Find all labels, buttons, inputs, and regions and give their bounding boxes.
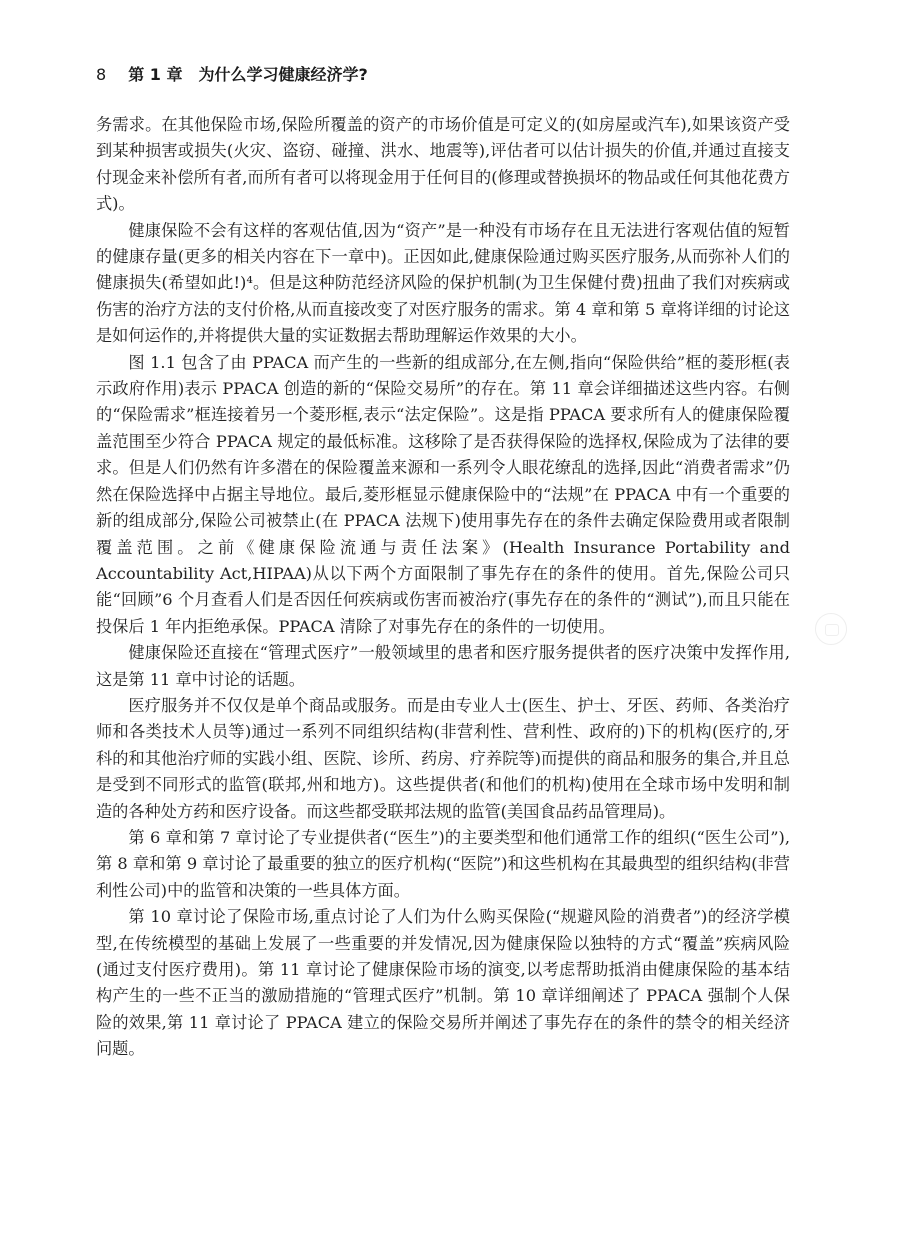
paragraph: 图 1.1 包含了由 PPACA 而产生的一些新的组成部分,在左侧,指向“保险供给”框的菱形框(表示政府作用)表示 PPACA 创造的新的“保险交易所”的存在。第 11 章会详细描述这些内容。右侧的“保险需求”框连接着另一个菱形框,表示“法定保险”。这是指 PPACA 要求所有人的健康保险覆盖范围至少符合 PPACA 规定的最低标准。这移除了是否获得保险的选择权,保险成为了法律的要求。但是人们仍然有许多潜在的保险覆盖来源和一系列令人眼花缭乱的选择,因此“消费者需求”仍然在保险选择中占据主导地位。最后,菱形框显示健康保险中的“法规”在 PPACA 中有一个重要的新的组成部分,保险公司被禁止(在 PPACA 法规下)使用事先存在的条件去确定保险费用或者限制覆盖范围。之前《健康保险流通与责任法案》(Health Insurance Portability and Accountability Act,HIPAA)从以下两个方面限制了事先存在的条件的使用。首先,保险公司只能“回顾”6 个月查看人们是否因任何疾病或伤害而被治疗(事先存在的条件的“测试”),而且只能在投保后 1 年内拒绝承保。PPACA 清除了对事先存在的条件的一切使用。 bbox=[96, 352, 790, 636]
chapter-title: 为什么学习健康经济学? bbox=[198, 65, 368, 84]
watermark-stamp-icon bbox=[815, 613, 847, 645]
running-header bbox=[96, 62, 368, 85]
paragraph-continued: 务需求。在其他保险市场,保险所覆盖的资产的市场价值是可定义的(如房屋或汽车),如果该资产受到某种损害或损失(火灾、盗窃、碰撞、洪水、地震等),评估者可以估计损失的价值,并通过直接支付现金来补偿所有者,而所有者可以将现金用于任何目的(修理或替换损坏的物品或任何其他花费方式)。 bbox=[96, 115, 790, 214]
paragraph: 健康保险不会有这样的客观估值,因为“资产”是一种没有市场存在且无法进行客观估值的短暂的健康存量(更多的相关内容在下一章中)。正因如此,健康保险通过购买医疗服务,从而弥补人们的健康损失(希望如此!)⁴。但是这种防范经济风险的保护机制(为卫生保健付费)扭曲了我们对疾病或伤害的治疗方法的支付价格,从而直接改变了对医疗服务的需求。第 4 章和第 5 章将详细的讨论这是如何运作的,并将提供大量的实证数据去帮助理解运作效果的大小。 bbox=[96, 220, 790, 346]
body-text bbox=[96, 112, 790, 1063]
paragraph: 医疗服务并不仅仅是单个商品或服务。而是由专业人士(医生、护士、牙医、药师、各类治疗师和各类技术人员等)通过一系列不同组织结构(非营利性、营利性、政府的)下的机构(医疗的,牙科的和其他治疗师的实践小组、医院、诊所、药房、疗养院等)而提供的商品和服务的集合,并且总是受到不同形式的监管(联邦,州和地方)。这些提供者(和他们的机构)使用在全球市场中发明和制造的各种处方药和医疗设备。而这些都受联邦法规的监管(美国食品药品管理局)。 bbox=[96, 695, 790, 821]
paragraph: 第 6 章和第 7 章讨论了专业提供者(“医生”)的主要类型和他们通常工作的组织(“医生公司”),第 8 章和第 9 章讨论了最重要的独立的医疗机构(“医院”)和这些机构在其最典型的组织结构(非营利性公司)中的监管和决策的一些具体方面。 bbox=[96, 827, 790, 900]
page-number: 8 bbox=[96, 65, 107, 84]
paragraph: 第 10 章讨论了保险市场,重点讨论了人们为什么购买保险(“规避风险的消费者”)的经济学模型,在传统模型的基础上发展了一些重要的并发情况,因为健康保险以独特的方式“覆盖”疾病风险(通过支付医疗费用)。第 11 章讨论了健康保险市场的演变,以考虑帮助抵消由健康保险的基本结构产生的一些不正当的激励措施的“管理式医疗”机制。第 10 章详细阐述了 PPACA 强制个人保险的效果,第 11 章讨论了 PPACA 建立的保险交易所并阐述了事先存在的条件的禁令的相关经济问题。 bbox=[96, 907, 790, 1059]
paragraph: 健康保险还直接在“管理式医疗”一般领域里的患者和医疗服务提供者的医疗决策中发挥作用,这是第 11 章中讨论的话题。 bbox=[96, 643, 790, 689]
chapter-label: 第 1 章 bbox=[128, 65, 183, 84]
